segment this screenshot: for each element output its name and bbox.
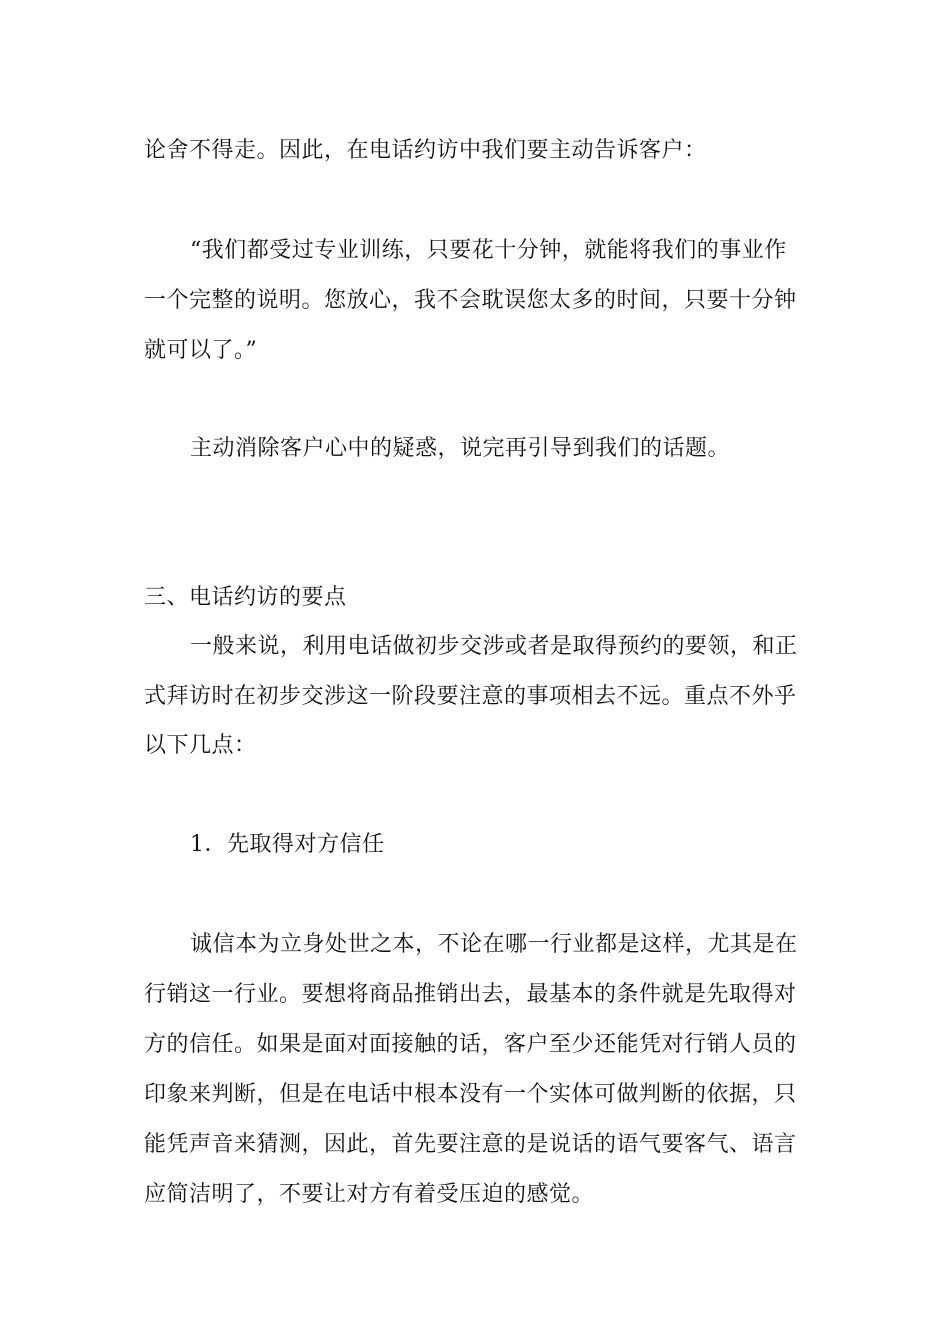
paragraph-line: 主动消除客户心中的疑惑，说完再引导到我们的话题。 xyxy=(190,436,731,461)
paragraph-line: 论舍不得走。因此，在电话约访中我们要主动告诉客户： xyxy=(144,138,707,163)
paragraph-line: 式拜访时在初步交涉这一阶段要注意的事项相去不远。重点不外乎 xyxy=(144,684,797,709)
section-heading: 三、电话约访的要点 xyxy=(144,585,347,610)
quote-line: “我们都受过专业训练，只要花十分钟，就能将我们的事业作 xyxy=(190,238,787,263)
subsection-heading: 1．先取得对方信任 xyxy=(190,832,385,857)
paragraph-line: 印象来判断，但是在电话中根本没有一个实体可做判断的依据，只 xyxy=(144,1082,797,1107)
quote-line: 一个完整的说明。您放心，我不会耽误您太多的时间，只要十分钟 xyxy=(144,288,797,313)
paragraph-line: 一般来说，利用电话做初步交涉或者是取得预约的要领，和正 xyxy=(190,634,798,659)
paragraph-line: 以下几点： xyxy=(144,733,257,758)
paragraph-line: 方的信任。如果是面对面接触的话，客户至少还能凭对行销人员的 xyxy=(144,1032,797,1057)
paragraph-line: 能凭声音来猜测，因此，首先要注意的是说话的语气要客气、语言 xyxy=(144,1132,797,1157)
paragraph-line: 诚信本为立身处世之本，不论在哪一行业都是这样，尤其是在 xyxy=(190,932,798,957)
paragraph-line: 行销这一行业。要想将商品推销出去，最基本的条件就是先取得对 xyxy=(144,982,797,1007)
paragraph-line: 应简洁明了，不要让对方有着受压迫的感觉。 xyxy=(144,1182,595,1207)
quote-line: 就可以了。” xyxy=(144,338,258,363)
